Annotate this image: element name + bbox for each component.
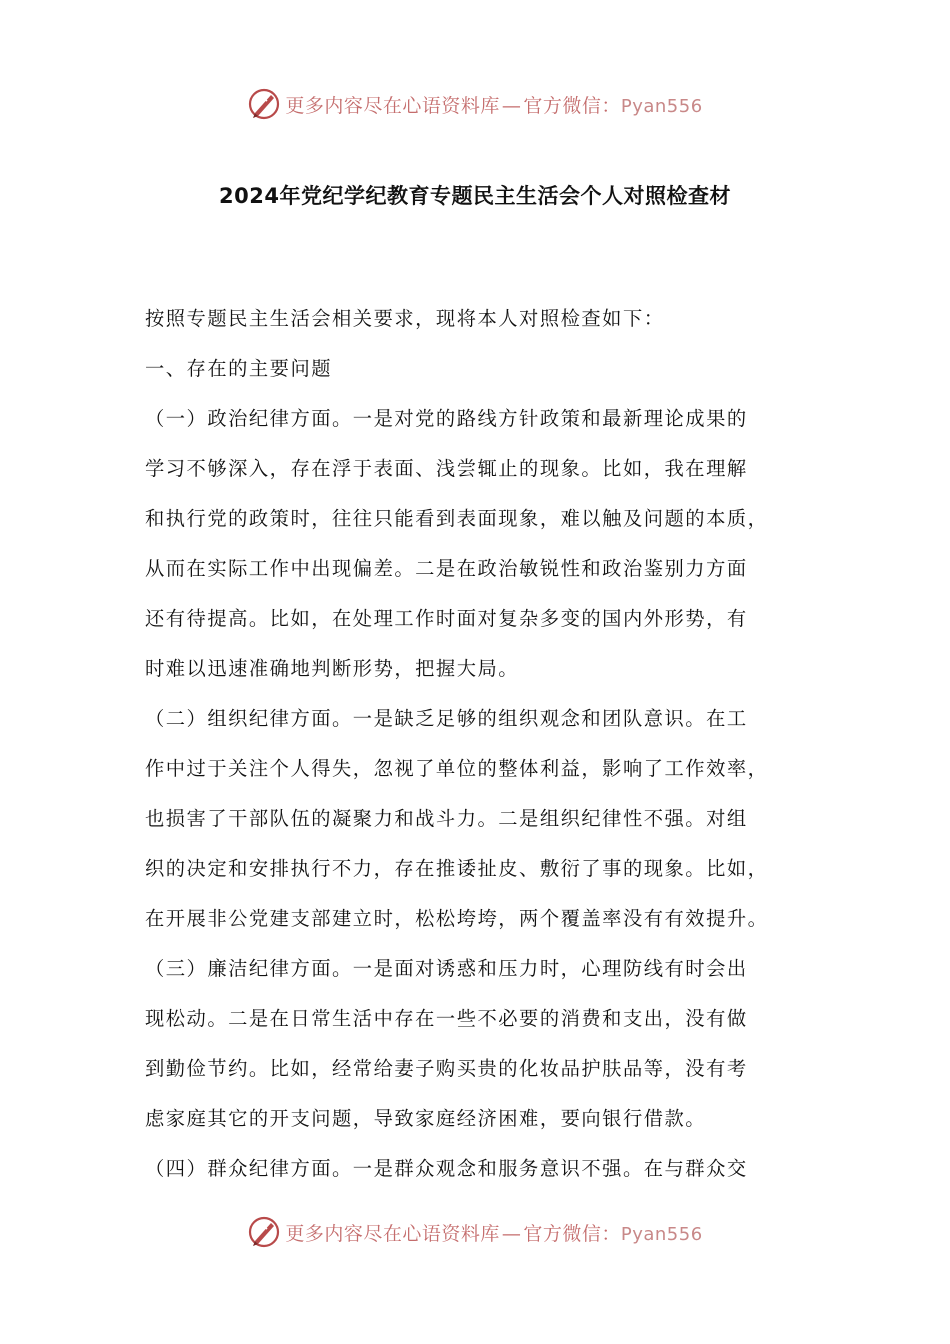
- body-line: 从而在实际工作中出现偏差。二是在政治敏锐性和政治鉴别力方面: [145, 557, 748, 580]
- watermark-text-wechat: 官方微信：: [523, 1222, 621, 1245]
- body-line: 织的决定和安排执行不力，存在推诿扯皮、敷衍了事的现象。比如，: [145, 857, 769, 880]
- watermark-text-id: Pyan556: [620, 95, 703, 117]
- body-line: 学习不够深入，存在浮于表面、浅尝辄止的现象。比如，我在理解: [145, 457, 748, 480]
- watermark-text-cn: 更多内容尽在心语资料库: [285, 94, 500, 117]
- watermark-footer: [0, 1212, 950, 1252]
- watermark-text: [285, 1219, 702, 1246]
- watermark-header: [0, 84, 950, 124]
- watermark-content: [247, 1215, 702, 1249]
- pen-logo-icon: [247, 1215, 281, 1249]
- body-line: 作中过于关注个人得失，忽视了单位的整体利益，影响了工作效率，: [145, 757, 769, 780]
- pen-logo-icon: [247, 87, 281, 121]
- body-line: 现松动。二是在日常生活中存在一些不必要的消费和支出，没有做: [145, 1007, 748, 1030]
- watermark-separator: —: [501, 94, 522, 117]
- body-line: 到勤俭节约。比如，经常给妻子购买贵的化妆品护肤品等，没有考: [145, 1057, 748, 1080]
- body-line: 虑家庭其它的开支问题，导致家庭经济困难，要向银行借款。: [145, 1107, 707, 1130]
- body-line: （二）组织纪律方面。一是缺乏足够的组织观念和团队意识。在工: [145, 707, 748, 730]
- body-line: 时难以迅速准确地判断形势，把握大局。: [145, 657, 520, 680]
- watermark-text-wechat: 官方微信：: [523, 94, 621, 117]
- document-title: 2024年党纪学纪教育专题民主生活会个人对照检查材: [219, 184, 731, 208]
- document-body: [145, 302, 810, 1202]
- body-line: 按照专题民主生活会相关要求，现将本人对照检查如下：: [145, 307, 665, 330]
- watermark-text-id: Pyan556: [620, 1223, 703, 1245]
- body-line: 在开展非公党建支部建立时，松松垮垮，两个覆盖率没有有效提升。: [145, 907, 769, 930]
- body-line: （四）群众纪律方面。一是群众观念和服务意识不强。在与群众交: [145, 1157, 748, 1180]
- watermark-separator: —: [501, 1222, 522, 1245]
- body-line: （三）廉洁纪律方面。一是面对诱惑和压力时，心理防线有时会出: [145, 957, 748, 980]
- body-line: （一）政治纪律方面。一是对党的路线方针政策和最新理论成果的: [145, 407, 748, 430]
- watermark-text: [285, 91, 702, 118]
- watermark-text-cn: 更多内容尽在心语资料库: [285, 1222, 500, 1245]
- watermark-content: [247, 87, 702, 121]
- body-line: 和执行党的政策时，往往只能看到表面现象，难以触及问题的本质，: [145, 507, 769, 530]
- body-line: 还有待提高。比如，在处理工作时面对复杂多变的国内外形势，有: [145, 607, 748, 630]
- body-line: 一、存在的主要问题: [145, 357, 333, 380]
- body-line: 也损害了干部队伍的凝聚力和战斗力。二是组织纪律性不强。对组: [145, 807, 748, 830]
